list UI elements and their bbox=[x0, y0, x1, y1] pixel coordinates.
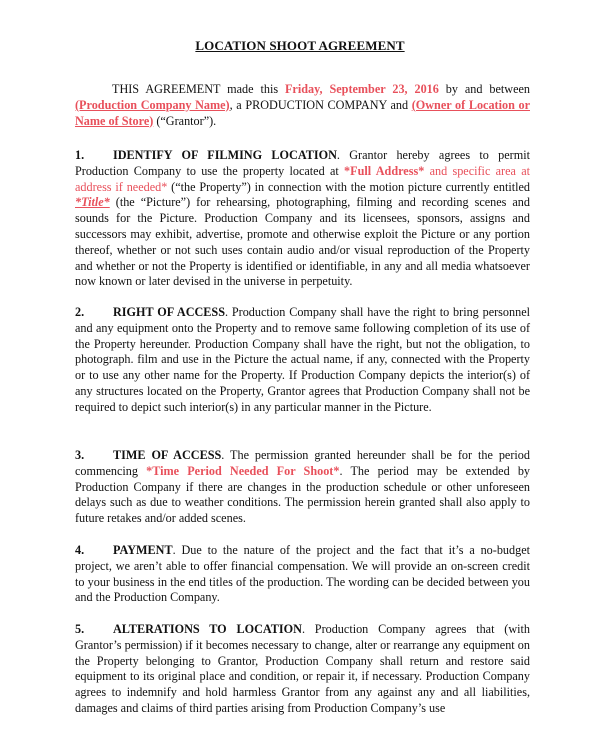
section-1-text-3: (the “Picture”) for rehearsing, photographing, filming and recording scenes and sounds for the Picture. Production Company and its licensees, sponsors, assigns and successors may exhibit, advertise, promote and otherwise exploit the Picture or any portion thereof, whether or not such uses contain audio and/or visual reproduction of the Property and whether or not the Property is identified or identifiable, in any and all media whatsoever now known or later devised in the universe in perpetuity. bbox=[75, 195, 530, 289]
intro-text-3: , a PRODUCTION COMPANY and bbox=[229, 97, 412, 112]
section-5 bbox=[75, 622, 530, 717]
full-address-field[interactable]: *Full Address* bbox=[344, 163, 425, 178]
section-3-text-1: . The permission granted hereunder shall be for the period commencing bbox=[75, 448, 530, 478]
section-2-text: . Production Company shall have the right to bring personnel and any equipment onto the Property and to remove same following completion of its use of the Property hereunder. Production Company shall have the right, but not the obligation, to photograph. film and use in the Picture the actual name, if any, connected with the Property or to use any other name for the Property. If Production Company depicts the interior(s) of any structures located on the Property, Grantor agrees that Production Company shall not be required to depict such interior(s) in any particular manner in the Picture. bbox=[75, 305, 530, 414]
section-5-heading: ALTERATIONS TO LOCATION bbox=[113, 622, 302, 636]
specific-area-field[interactable]: and specific area at address if needed* bbox=[75, 163, 531, 194]
agreement-date[interactable]: Friday, September 23, 2016 bbox=[284, 82, 439, 96]
section-3 bbox=[75, 448, 530, 527]
intro-text-1: THIS AGREEMENT made this bbox=[112, 82, 285, 96]
section-4-heading: PAYMENT bbox=[113, 543, 173, 557]
section-1-text-1: . Grantor hereby agrees to permit Production Company to use the property located at bbox=[75, 148, 530, 178]
section-1-text-2: (“the Property”) in connection with the motion picture currently entitled bbox=[167, 179, 530, 194]
film-title-field[interactable]: *Title* bbox=[75, 195, 110, 210]
section-5-text: . Production Company agrees that (with Grantor’s permission) if it becomes necessary to change, alter or rearrange any equipment on the Property belonging to Grantor, Production Company shall return and restore said equipment to its original place and condition, or repair it, if necessary. Production Company agrees to indemnify and hold harmless Grantor from any against any and all liabilities, damages and claims of third parties arising from Production Company’s use bbox=[75, 622, 530, 715]
production-company-name[interactable]: (Production Company Name) bbox=[75, 97, 230, 112]
intro-paragraph bbox=[75, 82, 530, 129]
section-4-number: 4. bbox=[75, 543, 85, 557]
section-2-heading: RIGHT OF ACCESS bbox=[113, 305, 225, 319]
section-1-heading: IDENTIFY OF FILMING LOCATION bbox=[113, 148, 337, 162]
document-title: LOCATION SHOOT AGREEMENT bbox=[195, 38, 405, 53]
section-4-text: . Due to the nature of the project and the fact that it’s a no-budget project, we aren’t able to offer financial compensation. We will provide an on-screen credit to your business in the end titles of the production. The wording can be decided between you and the Production Company. bbox=[75, 543, 530, 605]
section-3-heading: TIME OF ACCESS bbox=[113, 448, 222, 462]
time-period-field[interactable]: *Time Period Needed For Shoot* bbox=[146, 463, 340, 478]
owner-of-location[interactable]: (Owner of Location or Name of Store) bbox=[75, 97, 530, 128]
section-2 bbox=[75, 305, 530, 416]
section-2-number: 2. bbox=[75, 305, 85, 319]
section-5-number: 5. bbox=[75, 622, 85, 636]
section-3-text-2: . The period may be extended by Production Company if there are changes in the production schedule or other unforeseen delays such as due to weather conditions. The permission herein granted shall also apply to future retakes and/or added scenes. bbox=[75, 463, 531, 526]
section-3-number: 3. bbox=[75, 448, 85, 462]
section-1 bbox=[75, 148, 530, 290]
section-1-number: 1. bbox=[75, 148, 85, 162]
intro-text-4: (“Grantor”). bbox=[153, 113, 217, 128]
section-4 bbox=[75, 543, 530, 606]
intro-text-2: by and between bbox=[438, 82, 530, 96]
